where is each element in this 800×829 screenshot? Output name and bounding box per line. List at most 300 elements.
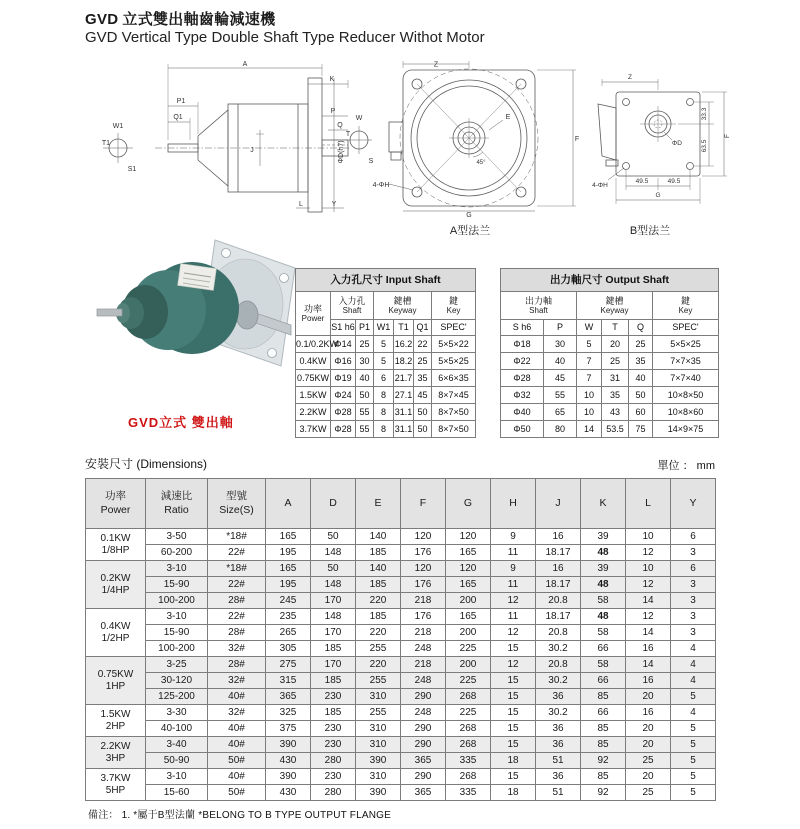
col-q: Q [629, 320, 653, 336]
page-title-zh-text: 立式雙出軸齒輪減速機 [122, 11, 276, 28]
dim-cell: 185 [311, 705, 356, 721]
input-shaft-row [296, 404, 476, 421]
cell: Φ22 [501, 353, 544, 370]
cell: 7×7×40 [653, 370, 719, 387]
output-shaft-row [501, 353, 719, 370]
dim-cell: 218 [401, 657, 446, 673]
dim-cell: 268 [446, 737, 491, 753]
product-photo [95, 236, 300, 411]
dim-cell: 310 [356, 689, 401, 705]
col-d: D [311, 479, 356, 529]
dim-cell: 5 [671, 753, 716, 769]
dim-cell: 12 [491, 657, 536, 673]
dim-cell: 218 [401, 625, 446, 641]
dim-cell: 4 [671, 673, 716, 689]
cell: 5 [374, 353, 394, 370]
dim-cell: 218 [401, 593, 446, 609]
dim-cell: 3 [671, 577, 716, 593]
dim-cell: 268 [446, 769, 491, 785]
cell: 35 [629, 353, 653, 370]
dim-cell: 15 [491, 673, 536, 689]
dimensions-row [86, 673, 716, 689]
dim-cell: 3-10 [146, 769, 208, 785]
cell: 65 [544, 404, 577, 421]
col-g: G [446, 479, 491, 529]
dim-cell: 15 [491, 721, 536, 737]
dim-label-f: F [574, 136, 580, 143]
col-j: J [536, 479, 581, 529]
dim-cell: 40# [208, 721, 266, 737]
cell: 35 [602, 387, 629, 404]
cell: 14×9×75 [653, 421, 719, 438]
dim-cell: 3 [671, 545, 716, 561]
dim-cell: 48 [581, 545, 626, 561]
cell: 50 [414, 421, 432, 438]
dim-cell: 148 [311, 609, 356, 625]
dim-label-holes: 4-ΦH [592, 182, 608, 189]
dim-cell: 365 [401, 753, 446, 769]
dim-label-phid: ΦD(h7) [338, 140, 345, 164]
dim-cell: 39 [581, 561, 626, 577]
dim-cell: 268 [446, 689, 491, 705]
dim-cell: 3 [671, 593, 716, 609]
dim-cell: 85 [581, 737, 626, 753]
dimensions-row [86, 625, 716, 641]
dim-cell: 280 [311, 785, 356, 801]
dim-cell: 165 [446, 577, 491, 593]
dim-cell: 51 [536, 753, 581, 769]
cell: 35 [414, 370, 432, 387]
cell: 2.2KW [296, 404, 331, 421]
dim-label-495a: 49.5 [635, 178, 649, 185]
output-shaft-table [500, 268, 719, 438]
dimensions-row [86, 785, 716, 801]
dim-cell: 430 [266, 753, 311, 769]
power-cell: 0.4KW 1/2HP [86, 609, 146, 657]
cell: 30 [356, 353, 374, 370]
dim-cell: 365 [401, 785, 446, 801]
dimensions-table-body [86, 529, 716, 801]
page-title-en: GVD Vertical Type Double Shaft Type Reducer Withot Motor [85, 29, 485, 46]
col-spec: SPEC' [432, 320, 476, 336]
col-e: E [356, 479, 401, 529]
dim-cell: 3-25 [146, 657, 208, 673]
cell: 21.7 [394, 370, 414, 387]
dim-cell: 3 [671, 609, 716, 625]
dim-cell: 5 [671, 769, 716, 785]
cell: 3.7KW [296, 421, 331, 438]
cell: 0.75KW [296, 370, 331, 387]
cell: Φ50 [501, 421, 544, 438]
dim-cell: 36 [536, 769, 581, 785]
dimensions-row [86, 641, 716, 657]
dim-cell: 255 [356, 705, 401, 721]
cell: 50 [629, 387, 653, 404]
colgroup-keyway: 鍵槽 Keyway [577, 292, 653, 320]
footer-note: 備注： 1. *屬于B型法蘭 *BELONG TO B TYPE OUTPUT FLANGE [88, 810, 391, 821]
dim-cell: 11 [491, 545, 536, 561]
dim-cell: 220 [356, 625, 401, 641]
colgroup-shaft: 入力孔 Shaft [331, 292, 374, 320]
dim-cell: 12 [626, 609, 671, 625]
dim-cell: 255 [356, 641, 401, 657]
dim-cell: 390 [356, 753, 401, 769]
cell: 53.5 [602, 421, 629, 438]
dim-cell: 5 [671, 689, 716, 705]
col-k: K [581, 479, 626, 529]
cell: 5×5×25 [653, 336, 719, 353]
col-h: H [491, 479, 536, 529]
dim-cell: 3-40 [146, 737, 208, 753]
dim-label-angle: 45° [476, 160, 486, 166]
cell: Φ19 [331, 370, 356, 387]
col-w: W [577, 320, 602, 336]
dim-cell: 5 [671, 737, 716, 753]
cell: 25 [602, 353, 629, 370]
dim-cell: 275 [266, 657, 311, 673]
dim-cell: 85 [581, 769, 626, 785]
cell: 7×7×35 [653, 353, 719, 370]
dimensions-row [86, 561, 716, 577]
dim-cell: 200 [446, 625, 491, 641]
dim-cell: 40-100 [146, 721, 208, 737]
dim-cell: 28# [208, 593, 266, 609]
dim-cell: 235 [266, 609, 311, 625]
cell: 5 [374, 336, 394, 353]
dim-label-k: K [329, 76, 335, 83]
dim-cell: 30.2 [536, 705, 581, 721]
dimensions-row [86, 545, 716, 561]
dim-cell: 390 [266, 769, 311, 785]
cell: 7 [577, 353, 602, 370]
dim-cell: 20 [626, 737, 671, 753]
cell: 45 [544, 370, 577, 387]
dim-cell: 20 [626, 721, 671, 737]
col-power: 功率 Power [296, 292, 331, 336]
col-power: 功率 Power [86, 479, 146, 529]
page-title-zh [85, 8, 275, 29]
dim-cell: 16 [626, 673, 671, 689]
output-shaft-row [501, 387, 719, 404]
dim-cell: 50 [311, 529, 356, 545]
dim-cell: 140 [356, 561, 401, 577]
dim-cell: 18.17 [536, 577, 581, 593]
dim-cell: 14 [626, 593, 671, 609]
col-t: T [602, 320, 629, 336]
dim-cell: 140 [356, 529, 401, 545]
cell: 1.5KW [296, 387, 331, 404]
cell: 5×5×25 [432, 353, 476, 370]
dim-cell: 120 [446, 561, 491, 577]
dim-cell: 10 [626, 561, 671, 577]
dim-cell: 15 [491, 769, 536, 785]
col-p: P [544, 320, 577, 336]
dim-label-g: G [466, 212, 472, 218]
dim-cell: 12 [626, 577, 671, 593]
dim-cell: 18.17 [536, 545, 581, 561]
dim-cell: 120 [401, 561, 446, 577]
dim-cell: 20.8 [536, 625, 581, 641]
b-flange-caption: B型法兰 [629, 225, 671, 237]
cell: 10 [577, 404, 602, 421]
cell: 20 [602, 336, 629, 353]
cell: 31.1 [394, 404, 414, 421]
cell: 22 [414, 336, 432, 353]
dim-label-q: Q [337, 122, 343, 129]
dimensions-row [86, 529, 716, 545]
dim-cell: 365 [266, 689, 311, 705]
dimensions-row [86, 753, 716, 769]
dim-cell: 225 [446, 705, 491, 721]
dim-label-w1: W1 [112, 123, 124, 130]
cell: Φ32 [501, 387, 544, 404]
cell: 40 [356, 370, 374, 387]
dim-cell: 66 [581, 705, 626, 721]
power-cell: 1.5KW 2HP [86, 705, 146, 737]
dim-cell: 390 [266, 737, 311, 753]
dim-cell: 310 [356, 769, 401, 785]
colgroup-shaft: 出力軸 Shaft [501, 292, 577, 320]
dim-cell: 14 [626, 657, 671, 673]
dim-label-495b: 49.5 [667, 178, 681, 185]
dim-cell: 225 [446, 673, 491, 689]
cell: 8×7×45 [432, 387, 476, 404]
dim-label-p: P [330, 108, 336, 115]
dim-cell: 58 [581, 593, 626, 609]
dim-cell: 148 [311, 577, 356, 593]
dim-cell: 5 [671, 721, 716, 737]
output-shaft-row [501, 370, 719, 387]
dim-cell: 15 [491, 705, 536, 721]
dim-cell: 18 [491, 785, 536, 801]
dim-cell: 20.8 [536, 657, 581, 673]
dim-cell: 9 [491, 561, 536, 577]
dim-label-t1: T1 [101, 140, 111, 147]
dim-cell: 430 [266, 785, 311, 801]
power-cell: 3.7KW 5HP [86, 769, 146, 801]
cell: 55 [356, 404, 374, 421]
dim-label-s1: S1 [127, 166, 137, 173]
col-spec: SPEC' [653, 320, 719, 336]
dim-cell: 16 [536, 561, 581, 577]
dim-cell: 58 [581, 625, 626, 641]
dim-cell: 200 [446, 593, 491, 609]
dim-cell: 92 [581, 785, 626, 801]
cell: 5 [577, 336, 602, 353]
dim-cell: 18 [491, 753, 536, 769]
dim-cell: 280 [311, 753, 356, 769]
dim-cell: *18# [208, 561, 266, 577]
cell: 50 [356, 387, 374, 404]
dim-cell: 12 [491, 593, 536, 609]
side-view-drawing [100, 60, 350, 217]
dim-cell: 16 [536, 529, 581, 545]
dimensions-section-title: 安裝尺寸 (Dimensions) [85, 457, 208, 471]
dim-cell: 25 [626, 753, 671, 769]
cell: Φ28 [331, 404, 356, 421]
dim-label-q1: Q1 [173, 114, 183, 121]
dim-cell: 290 [401, 689, 446, 705]
dim-cell: 230 [311, 769, 356, 785]
dim-cell: 20 [626, 769, 671, 785]
a-flange-caption: A型法兰 [449, 225, 491, 237]
dim-cell: 3-10 [146, 609, 208, 625]
dim-cell: 60-200 [146, 545, 208, 561]
cell: 25 [356, 336, 374, 353]
product-photo-shapes [97, 240, 295, 366]
dim-cell: 22# [208, 545, 266, 561]
cell: 55 [356, 421, 374, 438]
dim-cell: 3-10 [146, 561, 208, 577]
dim-cell: 36 [536, 689, 581, 705]
dim-cell: 10 [626, 529, 671, 545]
cell: 31 [602, 370, 629, 387]
col-s1h6: S1 h6 [331, 320, 356, 336]
dim-label-w: W [355, 115, 363, 122]
dimensions-row [86, 577, 716, 593]
dim-cell: 248 [401, 641, 446, 657]
front-view-labels [346, 62, 579, 219]
brand-code: GVD [85, 11, 119, 28]
dim-cell: 390 [356, 785, 401, 801]
dim-label-f: F [724, 134, 731, 138]
cell: 8 [374, 421, 394, 438]
dim-cell: 16 [626, 705, 671, 721]
cell: 8×7×50 [432, 421, 476, 438]
output-shaft-title: 出力軸尺寸 Output Shaft [501, 269, 719, 292]
dim-cell: 375 [266, 721, 311, 737]
input-shaft-row [296, 387, 476, 404]
cell: 40 [629, 370, 653, 387]
cell: 10×8×50 [653, 387, 719, 404]
dim-label-holes: 4-ΦH [372, 182, 390, 189]
dim-cell: 22# [208, 609, 266, 625]
cell: 0.1/0.2KW [296, 336, 331, 353]
output-shaft-body [501, 336, 719, 438]
dim-cell: 248 [401, 673, 446, 689]
dim-cell: 305 [266, 641, 311, 657]
dim-cell: 6 [671, 561, 716, 577]
output-shaft-row [501, 404, 719, 421]
dim-cell: 48 [581, 609, 626, 625]
dim-cell: 15 [491, 689, 536, 705]
dim-cell: 290 [401, 769, 446, 785]
dim-cell: 185 [311, 673, 356, 689]
dim-cell: 50# [208, 785, 266, 801]
dimensions-row [86, 769, 716, 785]
dim-cell: 255 [356, 673, 401, 689]
dim-cell: 9 [491, 529, 536, 545]
dim-cell: 28# [208, 657, 266, 673]
dim-cell: 16 [626, 641, 671, 657]
dim-cell: 195 [266, 545, 311, 561]
dim-cell: 32# [208, 705, 266, 721]
dim-cell: 185 [356, 545, 401, 561]
power-cell: 0.1KW 1/8HP [86, 529, 146, 561]
product-photo-caption: GVD立式 雙出軸 [128, 415, 234, 430]
dim-cell: 15-90 [146, 577, 208, 593]
dim-cell: *18# [208, 529, 266, 545]
dim-cell: 315 [266, 673, 311, 689]
dimensions-table [85, 478, 716, 801]
cell: 75 [629, 421, 653, 438]
cell: 55 [544, 387, 577, 404]
dim-cell: 165 [266, 561, 311, 577]
output-shaft-row [501, 336, 719, 353]
side-view-lines [103, 64, 349, 212]
cell: 45 [414, 387, 432, 404]
dim-cell: 120 [446, 529, 491, 545]
input-shaft-body [296, 336, 476, 438]
dim-cell: 4 [671, 705, 716, 721]
dim-cell: 148 [311, 545, 356, 561]
cell: 5×5×22 [432, 336, 476, 353]
cell: Φ16 [331, 353, 356, 370]
dim-cell: 230 [311, 689, 356, 705]
dim-label-j: J [250, 147, 254, 154]
dim-cell: 310 [356, 737, 401, 753]
power-cell: 2.2KW 3HP [86, 737, 146, 769]
dim-cell: 15 [491, 737, 536, 753]
dim-cell: 220 [356, 593, 401, 609]
cell: 25 [629, 336, 653, 353]
input-shaft-row [296, 336, 476, 353]
dim-cell: 40# [208, 769, 266, 785]
dim-cell: 220 [356, 657, 401, 673]
dimensions-row [86, 737, 716, 753]
col-a: A [266, 479, 311, 529]
dim-label-t: T [345, 131, 351, 138]
dim-cell: 248 [401, 705, 446, 721]
cell: 27.1 [394, 387, 414, 404]
dim-label-63: 63.5 [701, 139, 708, 153]
dim-cell: 12 [491, 625, 536, 641]
dim-cell: 14 [626, 625, 671, 641]
dim-label-g: G [655, 192, 661, 199]
dim-label-phi: ΦD [672, 140, 682, 147]
power-cell: 0.75KW 1HP [86, 657, 146, 705]
cell: 31.1 [394, 421, 414, 438]
dim-cell: 176 [401, 609, 446, 625]
dim-cell: 170 [311, 657, 356, 673]
cell: 60 [629, 404, 653, 421]
b-flange-drawing [588, 70, 740, 212]
colgroup-keyway: 鍵槽 Keyway [374, 292, 432, 320]
cell: 25 [414, 353, 432, 370]
col-w1: W1 [374, 320, 394, 336]
cell: 80 [544, 421, 577, 438]
dim-cell: 185 [311, 641, 356, 657]
dim-cell: 195 [266, 577, 311, 593]
dim-cell: 200 [446, 657, 491, 673]
cell: 6 [374, 370, 394, 387]
dim-cell: 185 [356, 609, 401, 625]
colgroup-key: 鍵 Key [432, 292, 476, 320]
dim-cell: 165 [266, 529, 311, 545]
dim-cell: 120 [401, 529, 446, 545]
dim-cell: 40# [208, 737, 266, 753]
col-sh6: S h6 [501, 320, 544, 336]
dim-cell: 51 [536, 785, 581, 801]
input-shaft-row [296, 353, 476, 370]
dim-cell: 290 [401, 737, 446, 753]
dim-cell: 85 [581, 689, 626, 705]
col-t1: T1 [394, 320, 414, 336]
dim-cell: 18.17 [536, 609, 581, 625]
output-shaft-row [501, 421, 719, 438]
cell: 43 [602, 404, 629, 421]
cell: 14 [577, 421, 602, 438]
